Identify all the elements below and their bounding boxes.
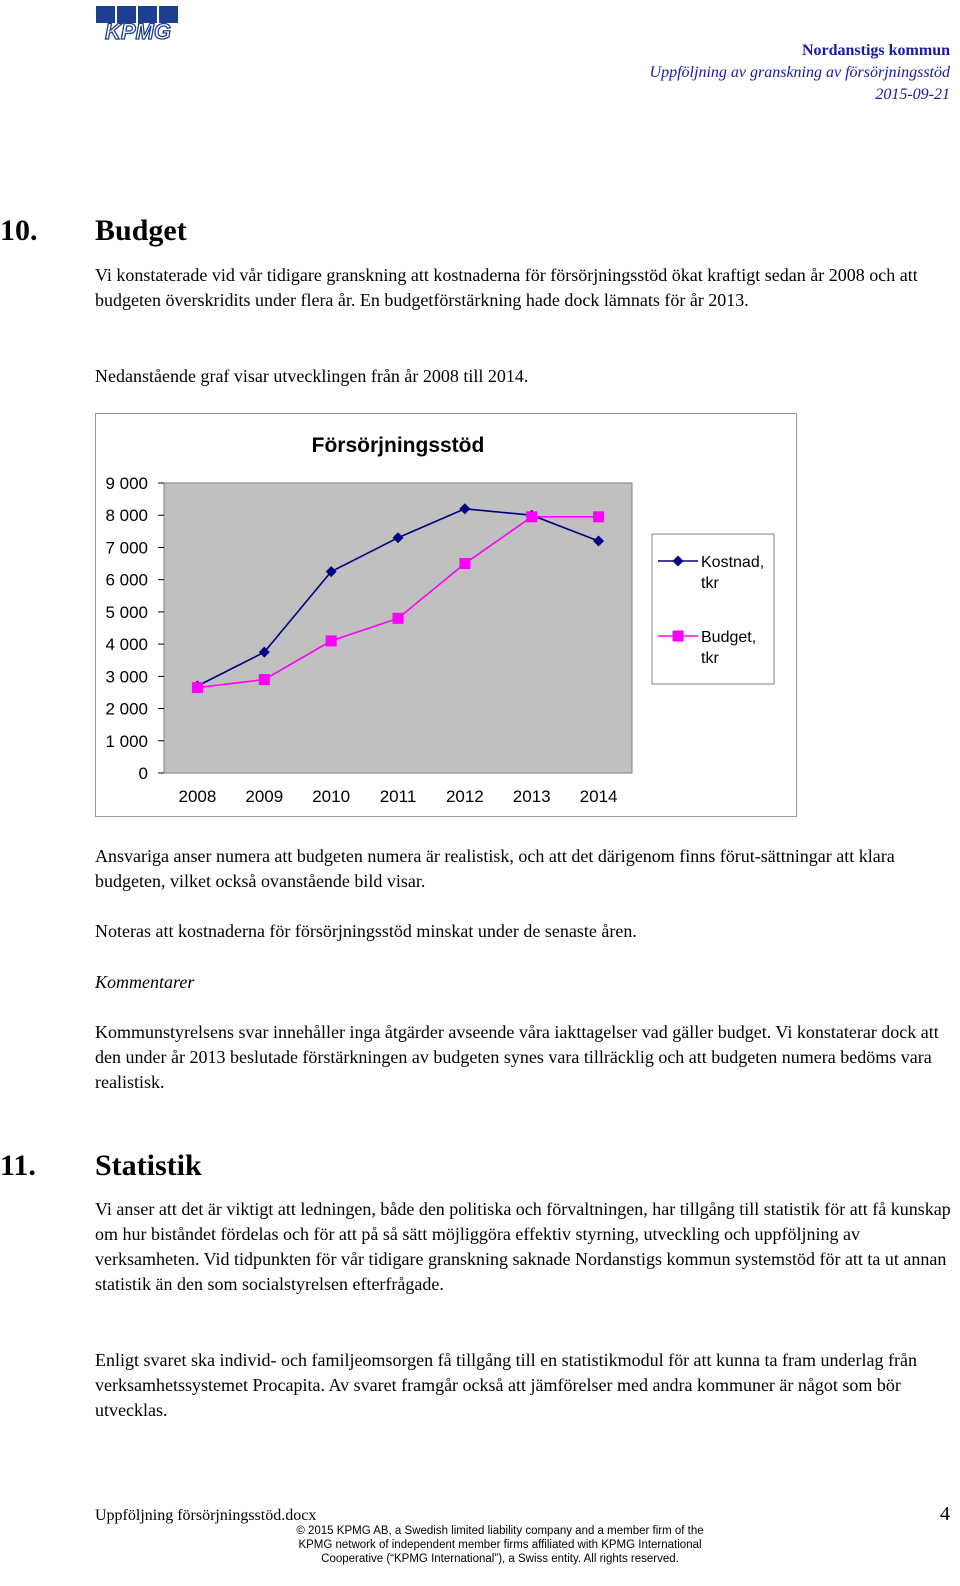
- footer-filename: Uppföljning försörjningsstöd.docx: [95, 1507, 317, 1524]
- y-tick-label: 4 000: [105, 635, 148, 655]
- x-tick-label: 2011: [379, 787, 417, 806]
- line-chart: [95, 413, 797, 817]
- data-point-budget: [393, 613, 404, 624]
- y-tick-label: 0: [138, 764, 148, 783]
- paragraph: Noteras att kostnaderna för försörjningsstöd minskat under de senaste åren.: [95, 921, 637, 941]
- x-tick-label: 2009: [245, 787, 284, 806]
- y-tick-label: 3 000: [105, 667, 148, 687]
- section-title: Statistik: [95, 1149, 202, 1182]
- section-number: 11.: [0, 1149, 36, 1182]
- x-tick-label: 2013: [512, 787, 551, 806]
- paragraph: Nedanstående graf visar utvecklingen från år 2008 till 2014.: [95, 366, 529, 386]
- data-point-budget: [526, 511, 537, 522]
- y-tick-label: 9 000: [105, 474, 148, 493]
- page-header: [650, 40, 950, 106]
- data-point-budget: [326, 635, 337, 646]
- data-point-budget: [593, 511, 604, 522]
- copyright-notice: © 2015 KPMG AB, a Swedish limited liability company and a member firm of the KPMG network of independent member firms affiliated with KPMG International Cooperative (“KPMG International”), a Swiss entity. All rights reserved.: [296, 1525, 704, 1565]
- header-org: Nordanstigs kommun: [801, 42, 950, 59]
- section-heading-statistik: [0, 1148, 600, 1184]
- legend-label: tkr: [701, 575, 719, 592]
- y-tick-label: 6 000: [105, 570, 148, 590]
- header-report: Uppföljning av granskning av försörjningsstöd: [649, 64, 950, 81]
- section-number: 10.: [0, 214, 38, 247]
- y-tick-label: 5 000: [105, 602, 148, 622]
- chart-title: Försörjningsstöd: [311, 434, 485, 457]
- y-tick-label: 7 000: [105, 538, 148, 558]
- y-tick-label: 1 000: [105, 731, 148, 751]
- paragraph: Ansvariga anser numera att budgeten numera är realistisk, och att det därigenom finns förut-sättningar att klara budgeten, vilket också ovanstående bild visar.: [95, 846, 895, 891]
- y-tick-label: 8 000: [105, 506, 148, 526]
- x-tick-label: 2014: [579, 787, 618, 806]
- legend-label: Budget,: [701, 629, 757, 646]
- legend-marker-square: [673, 631, 684, 642]
- legend-label: Kostnad,: [701, 554, 765, 571]
- legend-label: tkr: [701, 650, 719, 667]
- paragraph: Vi konstaterade vid vår tidigare granskning att kostnaderna för försörjningsstöd ökat kraftigt sedan år 2008 och att budgeten överskridits under flera år. En budgetförstärkning hade dock lämnats för år 2013.: [95, 265, 918, 310]
- paragraph: Enligt svaret ska individ- och familjeomsorgen få tillgång till en statistikmodul för att kunna ta fram underlag från verksamhetssystemet Procapita. Av svaret framgår också att jämförelser med andra kommuner är något som bör utvecklas.: [95, 1350, 917, 1420]
- x-tick-label: 2010: [312, 787, 351, 806]
- section-heading-budget: [0, 213, 600, 249]
- paragraph: Kommunstyrelsens svar innehåller inga åtgärder avseende våra iakttagelser vad gäller budget. Vi konstaterar dock att den under år 2013 beslutade förstärkningen av budgeten synes vara tillräcklig och att budgeten numera bedöms vara realistisk.: [95, 1022, 939, 1092]
- section-title: Budget: [95, 214, 187, 247]
- header-date: 2015-09-21: [875, 86, 950, 103]
- y-tick-label: 2 000: [105, 699, 148, 719]
- paragraph: Vi anser att det är viktigt att ledningen, både den politiska och förvaltningen, har tillgång till statistik för att få kunskap om hur biståndet fördelas och för att på så sätt möjliggöra effektiv styrning, utveckling och uppföljning av verksamheten. Vid tidpunkten för vår tidigare granskning saknade Nordanstigs kommun systemstöd för att ta ut annan statistik än den som socialstyrelsen efterfrågade.: [95, 1199, 951, 1294]
- data-point-budget: [192, 682, 203, 693]
- data-point-budget: [259, 674, 270, 685]
- comments-heading: Kommentarer: [95, 972, 195, 992]
- data-point-budget: [459, 558, 470, 569]
- chart-canvas: [96, 414, 796, 816]
- x-tick-label: 2012: [445, 787, 484, 806]
- page-number: 4: [940, 1503, 950, 1525]
- svg-text:KPMG: KPMG: [105, 19, 171, 42]
- kpmg-logo: [94, 6, 182, 42]
- x-tick-label: 2008: [178, 787, 217, 806]
